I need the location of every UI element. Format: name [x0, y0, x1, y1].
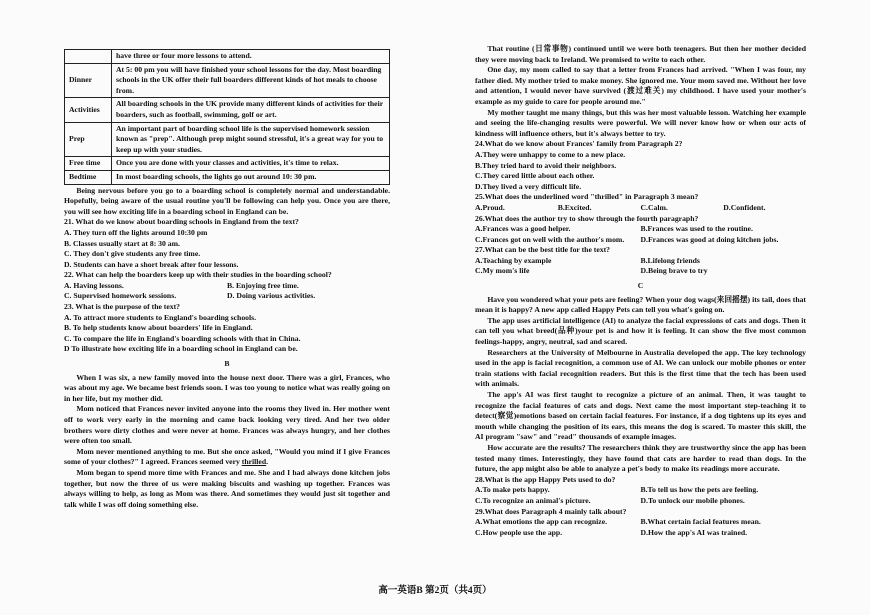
option: C. To compare the life in England's boarding schools with that in China. [64, 333, 301, 343]
question-28: 28.What is the app Happy Pets used to do? [475, 474, 616, 484]
option: B. Enjoying free time. [227, 280, 299, 290]
row-text: An important part of boarding school life is the supervised homework session known as "prep". Although prep might sound stressful, it's a great way for you to keep up with your studies. [112, 122, 390, 157]
question-25: 25.What does the underlined word "thrilled" in Paragraph 3 mean? [475, 192, 699, 202]
options-row [475, 235, 806, 246]
table-row [65, 122, 390, 157]
option: A.What emotions the app can recognize. [475, 517, 608, 527]
options-row [64, 291, 390, 302]
right-column [475, 44, 806, 538]
option: C.They cared little about each other. [475, 171, 595, 181]
option: B.Lifelong friends [640, 255, 700, 265]
passage-c-paragraph: How accurate are the results? The researchers think they are trustworthy since the app has been tested many times. Interestingly, they have found that cats are harder to read than dogs. In the future, the app might also be able to analyze a pet's body to make its readings more accurate. [475, 442, 806, 474]
options-row [475, 256, 806, 267]
passage-b-paragraph: One day, my mom called to say that a letter from Frances had arrived. "When I was four, my father died. My mother tried to make money. She ignored me. Your mom saved me. Without her love and attention, I would never have survived (渡过难关) my childhood. I have used your mother's example as my guide to care for people around me." [475, 65, 806, 106]
table-row [65, 50, 390, 64]
row-text: have three or four more lessons to attend. [112, 50, 390, 64]
table-row [65, 157, 390, 171]
underlined-word: thrilled [241, 457, 267, 467]
row-label: Prep [65, 122, 112, 157]
text: Mom never mentioned anything to me. But she once asked, "Would you mind if I give Frances some of your clothes?" I agreed. Frances seemed very [64, 446, 390, 467]
row-label [65, 50, 112, 64]
row-label: Free time [65, 157, 112, 171]
text: . [266, 457, 269, 467]
option: B.Frances was used to the routine. [640, 224, 753, 234]
option: A. They turn off the lights around 10:30 pm [64, 227, 208, 237]
options-row [475, 203, 806, 214]
option: C.My mom's life [475, 266, 530, 276]
page-footer: 高一英语B 第2页（共4页） [378, 586, 492, 596]
option: B.To tell us how the pets are feeling. [640, 485, 759, 495]
passage-b-paragraph: Mom noticed that Frances never invited anyone into the rooms they lived in. Her mother went off to work very early in the morning and came back looking very tired. And her two older brothers wore dirty clothes and were never at home. Frances was always hungry, and her clothes were often too small. [64, 404, 390, 446]
options-row [475, 528, 806, 539]
question-27: 27.What can be the best title for the text? [475, 245, 611, 255]
option: B.Excited. [557, 202, 592, 212]
question-26: 26.What does the author try to show through the fourth paragraph? [475, 213, 699, 223]
passage-c-paragraph: Researchers at the University of Melbourne in Australia developed the app. The key technology used in the app is facial recognition, a common use of AI. We can unlock our mobile phones or enter train stations with facial recognition readers. But this is the first time that the tech has been used with animals. [475, 347, 806, 389]
question-22: 22. What can help the boarders keep up with their studies in the boarding school? [64, 270, 332, 280]
question-29: 29.What does Paragraph 4 mainly talk about? [475, 506, 627, 516]
passage-c-paragraph: The app's AI was first taught to recognize a picture of an animal. Then, it was taught to recognize the facial features of cats and dogs. Next came the most important step-teaching it to detect(察觉)emotions based on certain facial features. For instance, if a dog tightens up its eyes and mouth while changing the position of its ears, this means the dog is scared. To master this skill, the AI program "saw" and "read" thousands of example images. [475, 390, 806, 442]
option: C.Calm. [640, 202, 668, 212]
section-c-heading: C [637, 281, 644, 291]
option: A.To make pets happy. [475, 485, 550, 495]
option: C. They don't give students any free time. [64, 249, 201, 259]
table-row [65, 170, 390, 184]
option: D. Doing various activities. [227, 291, 316, 301]
intro-paragraph: Being nervous before you go to a boarding school is completely normal and understandable. Hopefully, being aware of the usual routine you'll be following can help you. Once you are there, you will see how exciting life in a boarding school in England can be. [64, 185, 390, 216]
option: A. Having lessons. [64, 280, 124, 290]
option: D.To unlock our mobile phones. [640, 495, 745, 505]
option: A. To attract more students to England's boarding schools. [64, 312, 257, 322]
row-label: Activities [65, 98, 112, 122]
options-row [64, 281, 390, 292]
option: C. Supervised homework sessions. [64, 291, 177, 301]
option: B. To help students know about boarders' life in England. [64, 323, 253, 333]
row-text: In most boarding schools, the lights go out around 10: 30 pm. [112, 170, 390, 184]
option: D.Being brave to try [640, 266, 708, 276]
question-23: 23. What is the purpose of the text? [64, 302, 181, 312]
option: D.Frances was good at doing kitchen jobs. [640, 234, 779, 244]
section-b-heading: B [224, 359, 230, 369]
option: A.Proud. [475, 202, 505, 212]
option: D. Students can have a short break after four lessons. [64, 259, 239, 269]
options-row [475, 517, 806, 528]
option: A.Frances was a good helper. [475, 224, 571, 234]
table-row [65, 63, 390, 98]
option: C.How people use the app. [475, 527, 563, 537]
passage-b-paragraph: My mother taught me many things, but this was her most valuable lesson. Watching her example and seeing the life-changing results were powerful. We will never know how or when our acts of kindness will influence others, but it's always better to try. [475, 107, 806, 138]
question-21: 21. What do we know about boarding schools in England from the text? [64, 217, 299, 227]
option: D.They lived a very difficult life. [475, 181, 582, 191]
option: A.They were unhappy to come to a new place. [475, 149, 626, 159]
options-row [475, 224, 806, 235]
options-row [475, 485, 806, 496]
options-row [475, 496, 806, 507]
option: B.What certain facial features mean. [640, 517, 761, 527]
option: A.Teaching by example [475, 255, 552, 265]
passage-b-paragraph: Mom began to spend more time with Frances and me. She and I had always done kitchen jobs together, but now the three of us were making biscuits and washing up together. Frances was always willing to help, as long as Mom was there. And sometimes they would just sit together and talk while I was off doing something else. [64, 467, 390, 509]
option: B.They tried hard to avoid their neighbors. [475, 160, 617, 170]
row-text: All boarding schools in the UK provide many different kinds of activities for their boarders, such as football, swimming, golf or art. [112, 98, 390, 122]
option: D.Confident. [723, 202, 766, 212]
option: D.How the app's AI was trained. [640, 527, 748, 537]
row-label: Bedtime [65, 170, 112, 184]
left-column [64, 44, 390, 510]
boarding-schedule-table [64, 49, 390, 185]
question-24: 24.What do we know about Frances' family from Paragraph 2? [475, 139, 683, 149]
table-row [65, 98, 390, 122]
row-text: Once you are done with your classes and activities, it's time to relax. [112, 157, 390, 171]
passage-c-paragraph: The app uses artificial intelligence (AI) to analyze the facial expressions of cats and dogs. Then it can tell you what breed(品种)your pet is and how it is feeling. It can show the five most common feelings-happy, angry, neutral, sad and scared. [475, 315, 806, 347]
option: C.Frances got on well with the author's mom. [475, 234, 625, 244]
passage-b-paragraph [64, 447, 390, 468]
option: D To illustrate how exciting life in a boarding school in England can be. [64, 344, 298, 354]
row-label: Dinner [65, 63, 112, 98]
passage-b-paragraph: When I was six, a new family moved into the house next door. There was a girl, Frances, who was about my age. We became best friends soon. I was too young to notice what was really going on in her life, but my mother did. [64, 372, 390, 403]
option: C.To recognize an animal's picture. [475, 495, 591, 505]
passage-c-paragraph: Have you wondered what your pets are feeling? When your dog wags(来回摇摆) its tail, does that mean it is happy? A new app called Happy Pets can tell you what's going on. [475, 294, 806, 315]
option: B. Classes usually start at 8: 30 am. [64, 238, 180, 248]
passage-b-paragraph: That routine (日常事物) continued until we were both teenagers. But then her mother decided they were moving back to Ireland. We promised to write to each other. [475, 44, 806, 64]
row-text: At 5: 00 pm you will have finished your school lessons for the day. Most boarding schools in the UK offer their full boarders different kinds of hot meals to choose from. [112, 63, 390, 98]
options-row [475, 266, 806, 277]
